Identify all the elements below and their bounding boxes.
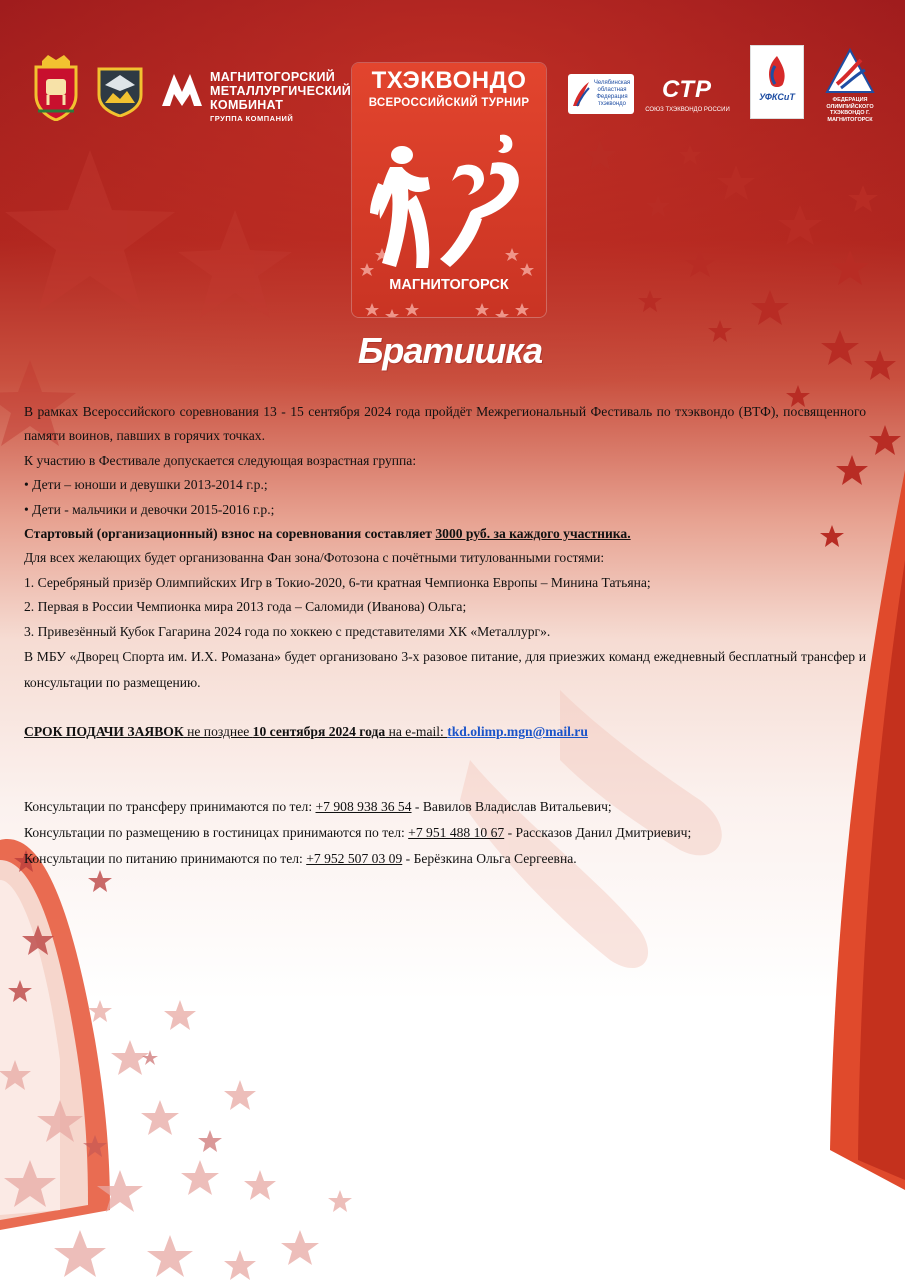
deadline-line xyxy=(24,720,866,744)
entry-fee xyxy=(24,522,866,546)
age-group-item: • Дети - мальчики и девочки 2015-2016 г.р.; xyxy=(24,501,275,517)
magn-fed-line-1: ФЕДЕРАЦИЯ ОЛИМПИЙСКОГО xyxy=(826,97,874,110)
deadline-text-1: не позднее xyxy=(183,724,253,740)
mmk-subtitle: ГРУППА КОМПАНИЙ xyxy=(210,114,294,123)
magnitogorsk-coat-of-arms-icon xyxy=(95,65,145,117)
meals-transfer-paragraph: В МБУ «Дворец Спорта им. И.Х. Ромазана» будет организовано 3-х разовое питание, для приезжих команд ежедневный бесплатный трансфер и консультации по размещению. xyxy=(24,649,866,691)
entry-fee-amount: 3000 руб. за каждого участника. xyxy=(435,526,631,542)
deadline-date: 10 сентября 2024 года xyxy=(252,724,386,740)
fan-zone-text: Для всех желающих будет организованна Фан зона/Фотозона с почётными титулованными гостями: xyxy=(24,550,605,566)
email-link[interactable]: tkd.olimp.mgn@mail.ru xyxy=(447,724,588,740)
mmk-logo-icon xyxy=(160,70,205,108)
chelyabinsk-federation-logo xyxy=(568,74,634,114)
deadline-text-2: на e-mail: xyxy=(385,724,448,740)
chel-fed-line-2: областная xyxy=(597,87,627,93)
guest-item: 3. Привезённый Кубок Гагарина 2024 года по хоккею с представителями ХК «Металлург». xyxy=(24,623,551,639)
contact-person: - Вавилов Владислав Витальевич; xyxy=(411,799,612,815)
deadline-label: СРОК ПОДАЧИ ЗАЯВОК xyxy=(24,724,184,740)
ufksit-flame-icon xyxy=(761,54,793,90)
age-group-intro: К участию в Фестивале допускается следующая возрастная группа: xyxy=(24,452,417,468)
emblem-subtitle: ВСЕРОССИЙСКИЙ ТУРНИР xyxy=(368,97,530,109)
contact-text: Консультации по питанию принимаются по тел: xyxy=(24,851,307,867)
festival-name: Братишка xyxy=(357,330,543,371)
chel-fed-line-1: Челябинская xyxy=(593,80,631,86)
magn-fed-text xyxy=(813,97,887,123)
contact-person: - Берёзкина Ольга Сергеевна. xyxy=(402,851,577,867)
contact-person: - Рассказов Данил Дмитриевич; xyxy=(504,825,692,841)
ufksit-mark: УФКСиТ xyxy=(759,92,795,102)
emblem-title: ТХЭКВОНДО xyxy=(371,67,527,94)
union-caption: СОЮЗ ТХЭКВОНДО РОССИИ xyxy=(645,107,730,113)
contact-meals xyxy=(24,846,866,872)
guest-item: 2. Первая в России Чемпионка мира 2013 года – Саломиди (Иванова) Ольга; xyxy=(24,599,467,615)
intro-paragraph: В рамках Всероссийского соревнования 13 - 15 сентября 2024 года пройдёт Межрегиональный Фестиваль по тхэквондо (ВТФ), посвященного памяти воинов, павших в горячих точках. xyxy=(24,404,866,444)
guest-item: 1. Серебряный призёр Олимпийских Игр в Токио-2020, 6-ти кратная Чемпионка Европы – Минина Татьяна; xyxy=(24,574,651,590)
phone-link[interactable]: +7 951 488 10 67 xyxy=(408,825,505,841)
phone-link[interactable]: +7 908 938 36 54 xyxy=(315,799,412,815)
federation-swoosh-icon xyxy=(571,80,591,108)
magn-fed-line-2: ТХЭКВОНДО Г. МАГНИТОГОРСК xyxy=(827,110,873,123)
contact-text: Консультации по трансферу принимаются по тел: xyxy=(24,799,316,815)
union-taekwondo-logo xyxy=(640,72,735,118)
magnitogorsk-federation-logo xyxy=(815,48,885,123)
entry-fee-text: Стартовый (организационный) взнос на соревнования составляет xyxy=(24,526,436,542)
chel-fed-line-4: тхэквондо xyxy=(597,101,627,107)
emblem-city: МАГНИТОГОРСК xyxy=(389,277,509,293)
tournament-emblem xyxy=(352,63,546,317)
announcement-body xyxy=(24,400,866,872)
union-mark: СТР xyxy=(661,76,713,103)
phone-link[interactable]: +7 952 507 03 09 xyxy=(306,851,403,867)
header-logos xyxy=(0,0,905,330)
chelyabinsk-federation-text xyxy=(592,80,632,108)
mmk-line-1: МАГНИТОГОРСКИЙ xyxy=(210,70,336,84)
chel-fed-line-3: Федерация xyxy=(596,94,628,100)
chelyabinsk-region-coat-of-arms-icon xyxy=(30,55,82,121)
ufksit-logo xyxy=(750,45,804,119)
contact-accommodation xyxy=(24,820,866,846)
age-group-item: • Дети – юноши и девушки 2013-2014 г.р.; xyxy=(24,477,268,493)
mmk-wordmark xyxy=(210,70,351,126)
mmk-line-3: КОМБИНАТ xyxy=(210,98,284,112)
mmk-line-2: МЕТАЛЛУРГИЧЕСКИЙ xyxy=(210,84,352,98)
federation-triangle-icon xyxy=(825,48,875,94)
contact-text: Консультации по размещению в гостиницах принимаются по тел: xyxy=(24,825,409,841)
contact-transfer xyxy=(24,794,866,820)
